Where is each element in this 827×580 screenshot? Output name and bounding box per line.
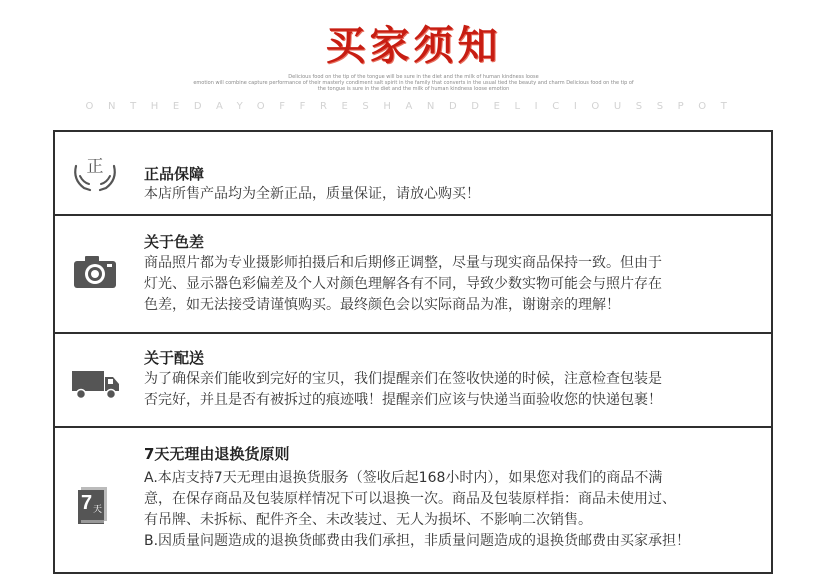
delivery-truck-icon (70, 367, 120, 407)
section-text: 本店所售产品均为全新正品，质量保证，请放心购买！ (144, 186, 480, 202)
seven-day-number: 7 (81, 492, 93, 514)
section-title: 关于配送 (144, 349, 205, 367)
camera-icon (70, 252, 120, 292)
section-delivery (55, 334, 771, 428)
section-title: 正品保障 (144, 165, 205, 183)
section-text: 商品照片都为专业摄影师拍摄后和后期修正调整，尽量与现实商品保持一致。但由于 灯光、显示器色彩偏差及个人对颜色理解各有不同，导致少数实物可能会与照片存在 色差，如无法接受请谨慎购买。最终颜色会以实际商品为准，谢谢亲的理解！ (144, 255, 662, 313)
section-genuine (55, 132, 771, 216)
section-title: 7天无理由退换货原则 (144, 445, 290, 463)
decorative-caption-line-2: emotion will combine capture performance of their masterly condiment salt spirit in the family that converts in the usual tied the beauty and charm Delicious food on the tip of (193, 80, 634, 86)
section-text: A.本店支持7天无理由退换货服务（签收后起168小时内），如果您对我们的商品不满 意，在保存商品及包装原样情况下可以退换一次。商品及包装原样指：商品未使用过、 有吊牌、未拆标、配件齐全、未改装过、无人为损坏、不影响二次销售。 B.因质量问题造成的退换货邮费由我们承担，非质量问题造成的退换货邮费由买家承担！ (144, 470, 691, 549)
section-title: 关于色差 (144, 233, 205, 251)
notice-box (53, 130, 773, 574)
decorative-caption-line-1: Delicious food on the tip of the tongue will be sure in the diet and the milk of human kindness loose (288, 74, 539, 80)
genuine-hands-icon (70, 152, 120, 192)
page-title: 买家须知 (325, 22, 502, 69)
section-text: 为了确保亲们能收到完好的宝贝，我们提醒亲们在签收快递的时候，注意检查包装是 否完好，并且是否有被拆过的痕迹哦！提醒亲们应该与快递当面验收您的快递包裹！ (144, 371, 662, 408)
seven-day-return-icon (75, 486, 111, 528)
decorative-spaced-slogan: ONTHEDAYOFFRESHANDDELICIOUSSPOT (85, 101, 742, 112)
section-return-policy (55, 428, 771, 572)
section-color-difference (55, 216, 771, 334)
seven-day-unit: 天 (93, 505, 103, 515)
decorative-caption-line-3: the tongue is sure in the diet and the milk of human kindness loose emotion (317, 86, 510, 92)
svg-text:正: 正 (86, 157, 104, 177)
